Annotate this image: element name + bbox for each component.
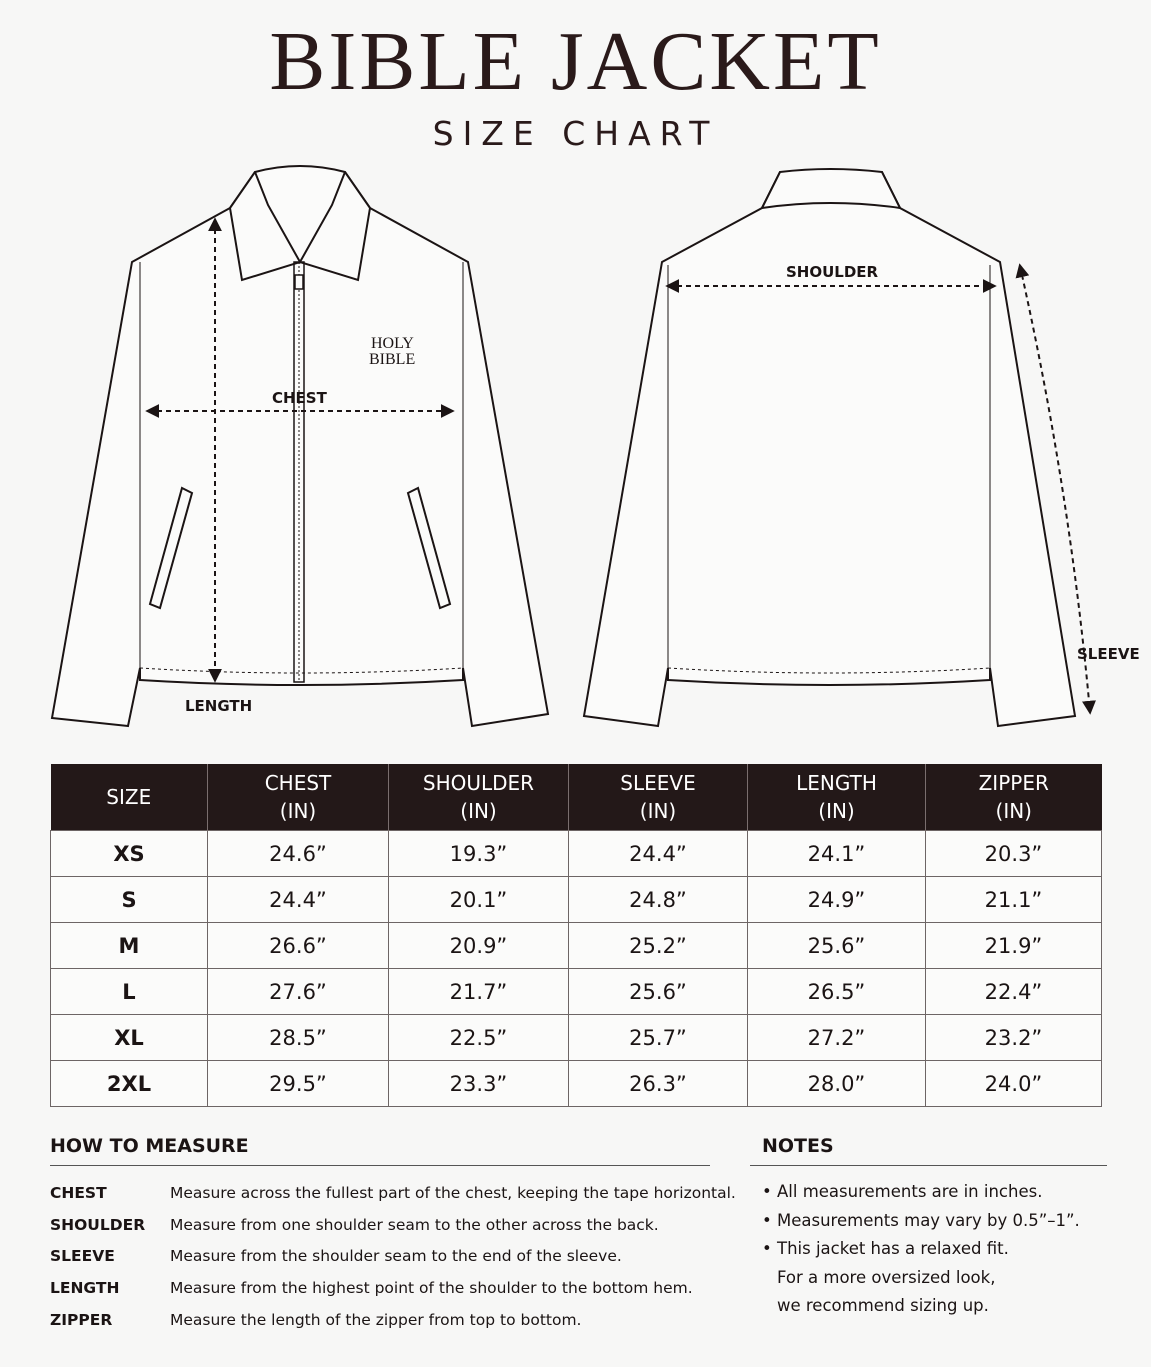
- measure-item: [50, 1180, 736, 1206]
- size-cell: 2XL: [51, 1061, 208, 1107]
- note-text: Measurements may vary by 0.5”–1”.: [777, 1210, 1080, 1230]
- brand-text-line2: BIBLE: [369, 351, 416, 368]
- measurement-cell: 22.4”: [926, 969, 1102, 1015]
- size-cell: XS: [51, 831, 208, 877]
- column-header: [569, 764, 748, 831]
- size-cell: L: [51, 969, 208, 1015]
- column-header: [748, 764, 926, 831]
- size-cell: M: [51, 923, 208, 969]
- measure-item: [50, 1307, 730, 1333]
- table-row: [51, 831, 1102, 877]
- table-row: [51, 1015, 1102, 1061]
- note-text: This jacket has a relaxed fit.: [777, 1239, 1009, 1259]
- note-text: For a more oversized look,: [777, 1267, 996, 1287]
- measure-item-key: LENGTH: [50, 1279, 120, 1298]
- measure-item-text: Measure from the highest point of the shoulder to the bottom hem.: [170, 1279, 693, 1298]
- notes-divider: [750, 1165, 1107, 1166]
- column-header-unit: (IN): [279, 799, 317, 823]
- measurement-cell: 24.4”: [208, 877, 389, 923]
- measurement-cell: 25.6”: [569, 969, 748, 1015]
- measurement-cell: 20.9”: [389, 923, 569, 969]
- measurement-cell: 25.6”: [748, 923, 926, 969]
- column-header-label: SHOULDER: [422, 771, 535, 795]
- length-dimension-label: LENGTH: [185, 697, 253, 715]
- measure-item-key: SHOULDER: [50, 1215, 146, 1234]
- sleeve-dimension-label: SLEEVE: [1077, 645, 1140, 663]
- notes-title: NOTES: [762, 1135, 834, 1157]
- measure-item-key: SLEEVE: [50, 1247, 115, 1266]
- measurement-cell: 28.0”: [748, 1061, 926, 1107]
- column-header-label: CHEST: [264, 771, 332, 795]
- jacket-diagram: [40, 160, 1140, 740]
- table-row: [51, 877, 1102, 923]
- measurement-cell: 21.7”: [389, 969, 569, 1015]
- jacket-back-illustration: [584, 169, 1075, 726]
- measure-item-text: Measure across the fullest part of the chest, keeping the tape horizontal.: [170, 1184, 736, 1202]
- size-table: [50, 764, 1102, 1107]
- measurement-cell: 26.5”: [748, 969, 926, 1015]
- measurement-cell: 25.2”: [569, 923, 748, 969]
- shoulder-dimension-label: SHOULDER: [786, 263, 879, 281]
- column-header-label: SIZE: [106, 785, 152, 809]
- measurement-cell: 19.3”: [389, 831, 569, 877]
- measurement-cell: 24.8”: [569, 877, 748, 923]
- column-header: [208, 764, 389, 831]
- measurement-cell: 28.5”: [208, 1015, 389, 1061]
- measurement-cell: 22.5”: [389, 1015, 569, 1061]
- chest-dimension-label: CHEST: [272, 389, 327, 407]
- measurement-cell: 21.9”: [926, 923, 1102, 969]
- jacket-front-illustration: [52, 166, 548, 726]
- column-header-label: ZIPPER: [978, 771, 1049, 795]
- measurement-cell: 26.3”: [569, 1061, 748, 1107]
- column-header-label: LENGTH: [796, 771, 877, 795]
- measurement-cell: 27.2”: [748, 1015, 926, 1061]
- how-to-measure-divider: [50, 1165, 710, 1166]
- page-subtitle: SIZE CHART: [432, 114, 719, 153]
- measurement-cell: 24.6”: [208, 831, 389, 877]
- bullet-icon: •: [762, 1182, 772, 1201]
- column-header-label: SLEEVE: [620, 771, 696, 795]
- measurement-cell: 24.1”: [748, 831, 926, 877]
- measure-item-text: Measure from the shoulder seam to the end of the sleeve.: [170, 1247, 622, 1266]
- measure-item-key: CHEST: [50, 1184, 107, 1202]
- page-title: BIBLE JACKET: [269, 15, 882, 108]
- column-header-unit: (IN): [995, 799, 1032, 823]
- measurement-cell: 24.9”: [748, 877, 926, 923]
- measure-item-text: Measure from one shoulder seam to the other across the back.: [170, 1215, 659, 1234]
- table-row: [51, 923, 1102, 969]
- measurement-cell: 26.6”: [208, 923, 389, 969]
- measure-item: [50, 1243, 730, 1269]
- measurement-cell: 23.2”: [926, 1015, 1102, 1061]
- measure-item-key: ZIPPER: [50, 1310, 113, 1329]
- bullet-icon: •: [762, 1239, 772, 1259]
- measure-item-text: Measure the length of the zipper from top to bottom.: [170, 1310, 582, 1329]
- size-cell: S: [51, 877, 208, 923]
- table-row: [51, 969, 1102, 1015]
- measurement-cell: 24.0”: [926, 1061, 1102, 1107]
- measurement-cell: 29.5”: [208, 1061, 389, 1107]
- bullet-icon: •: [762, 1210, 772, 1230]
- measurement-cell: 27.6”: [208, 969, 389, 1015]
- column-header: [926, 764, 1102, 831]
- column-header-unit: (IN): [818, 799, 855, 823]
- measurement-cell: 21.1”: [926, 877, 1102, 923]
- column-header: [389, 764, 569, 831]
- table-header-row: [51, 764, 1102, 831]
- column-header-unit: (IN): [460, 799, 497, 823]
- brand-text-line1: HOLY: [371, 335, 414, 352]
- table-row: [51, 1061, 1102, 1107]
- measurement-cell: 20.3”: [926, 831, 1102, 877]
- measurement-cell: 23.3”: [389, 1061, 569, 1107]
- column-header-unit: (IN): [639, 799, 677, 823]
- measurement-cell: 25.7”: [569, 1015, 748, 1061]
- measure-item: [50, 1212, 730, 1238]
- measurement-cell: 24.4”: [569, 831, 748, 877]
- note-text: we recommend sizing up.: [777, 1296, 989, 1316]
- how-to-measure-title: HOW TO MEASURE: [50, 1135, 249, 1157]
- measurement-cell: 20.1”: [389, 877, 569, 923]
- measure-item: [50, 1275, 730, 1301]
- size-cell: XL: [51, 1015, 208, 1061]
- column-header: [51, 764, 208, 831]
- note-text: All measurements are in inches.: [777, 1182, 1043, 1201]
